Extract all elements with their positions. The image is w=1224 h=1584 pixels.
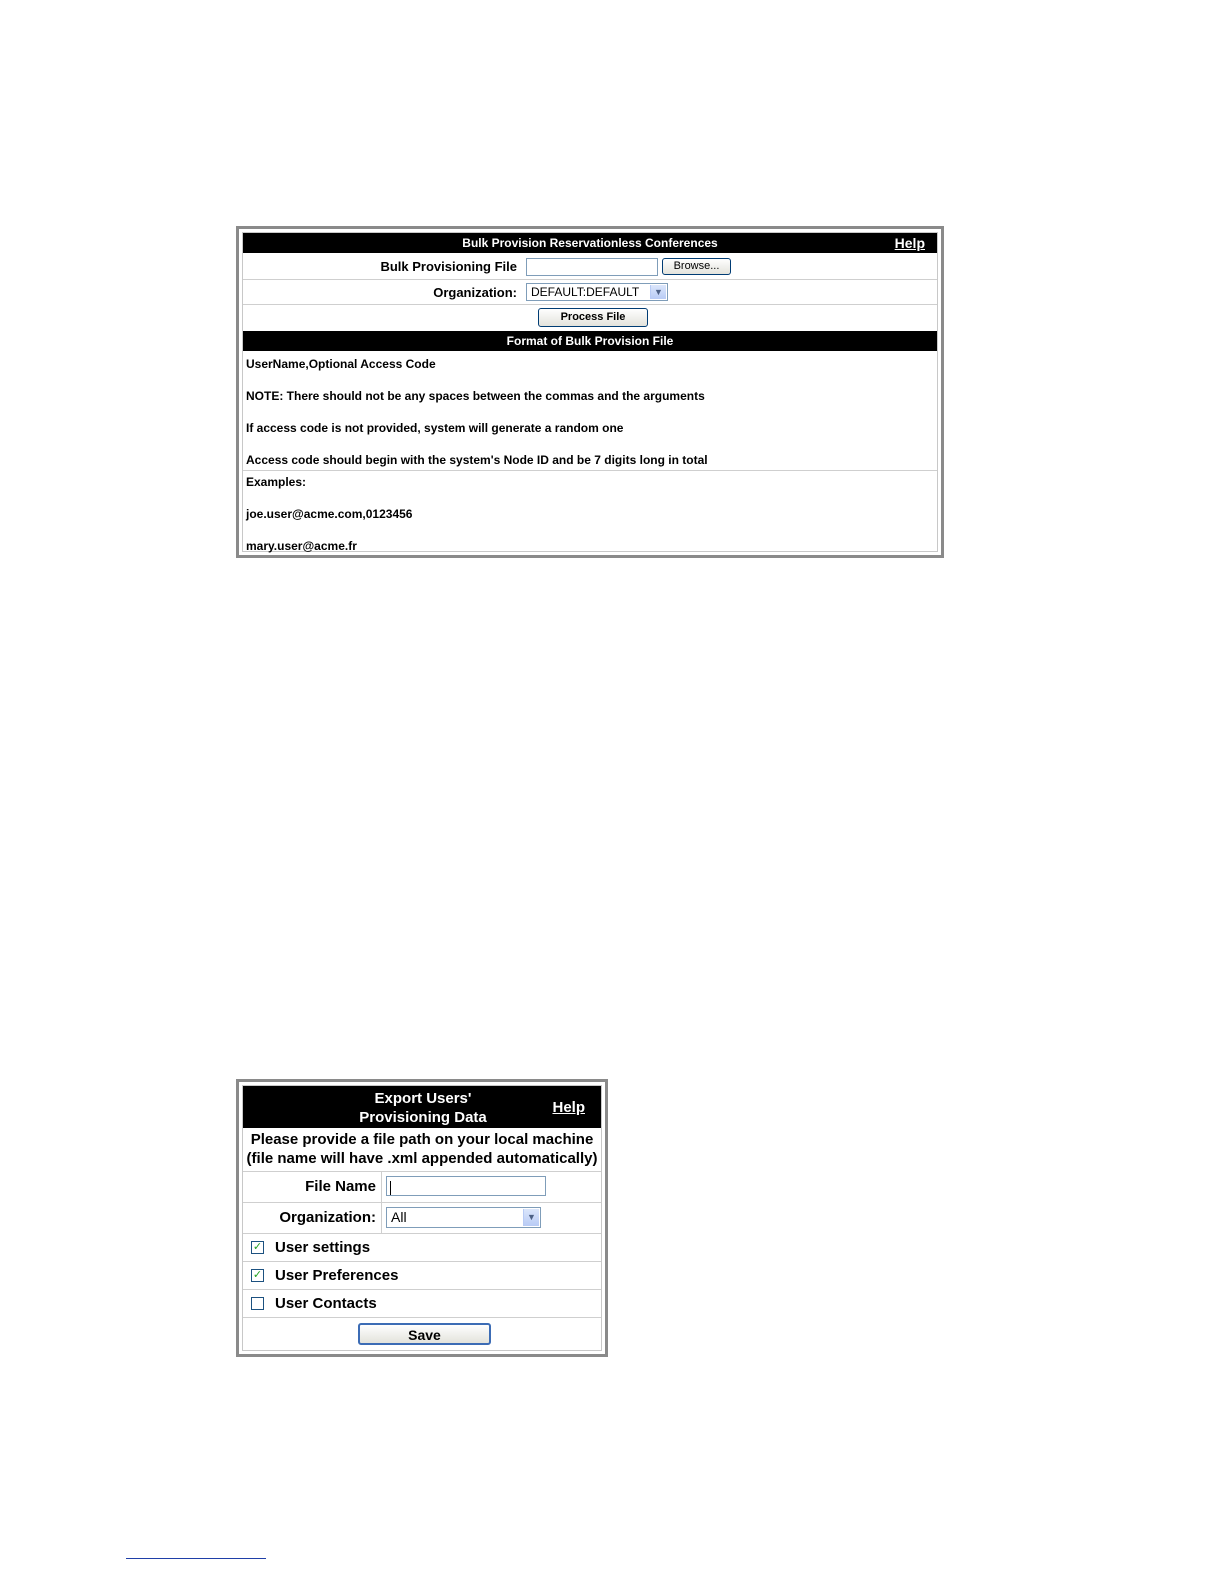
export-users-inner bbox=[242, 1085, 602, 1351]
option-row-user-preferences bbox=[243, 1262, 601, 1290]
format-line-1: UserName,Optional Access Code bbox=[246, 357, 436, 371]
bulk-org-label: Organization: bbox=[433, 285, 517, 300]
text-cursor bbox=[390, 1181, 391, 1195]
export-title-line-2: Provisioning Data bbox=[359, 1109, 487, 1126]
format-line-4: Access code should begin with the system's Node ID and be 7 digits long in total bbox=[246, 453, 708, 467]
option-row-user-contacts bbox=[243, 1290, 601, 1318]
chevron-down-icon[interactable]: ▼ bbox=[650, 285, 666, 299]
process-file-button[interactable]: Process File bbox=[538, 308, 648, 327]
export-help-link[interactable]: Help bbox=[552, 1099, 585, 1116]
bulk-org-row bbox=[243, 280, 937, 305]
instruction-line-2: (file name will have .xml appended automatically) bbox=[246, 1150, 598, 1167]
user-settings-checkbox[interactable]: ✓ bbox=[252, 1241, 263, 1253]
save-button[interactable]: Save bbox=[358, 1323, 491, 1345]
file-name-input[interactable] bbox=[386, 1176, 546, 1196]
export-users-panel bbox=[236, 1079, 608, 1357]
bulk-help-link[interactable]: Help bbox=[894, 235, 925, 251]
user-preferences-checkbox[interactable]: ✓ bbox=[252, 1269, 263, 1281]
user-contacts-label: User Contacts bbox=[275, 1295, 377, 1312]
export-header bbox=[243, 1086, 601, 1128]
file-name-label: File Name bbox=[305, 1178, 376, 1195]
browse-button[interactable]: Browse... bbox=[662, 258, 731, 275]
user-contacts-checkbox[interactable] bbox=[251, 1297, 264, 1310]
user-preferences-label: User Preferences bbox=[275, 1267, 399, 1284]
footnote-separator bbox=[126, 1558, 266, 1559]
instruction-line-1: Please provide a file path on your local machine bbox=[250, 1131, 594, 1148]
file-name-col-divider bbox=[381, 1172, 382, 1202]
process-row bbox=[243, 305, 937, 330]
user-settings-label: User settings bbox=[275, 1239, 371, 1256]
format-header bbox=[243, 331, 937, 351]
bulk-provision-header bbox=[243, 233, 937, 253]
export-title-line-1: Export Users' bbox=[374, 1090, 472, 1107]
examples-label: Examples: bbox=[246, 475, 307, 489]
bulk-provision-inner bbox=[242, 232, 938, 552]
bulk-org-value: DEFAULT:DEFAULT bbox=[531, 285, 640, 299]
format-title: Format of Bulk Provision File bbox=[506, 334, 674, 348]
export-title bbox=[328, 1089, 518, 1127]
example-2: mary.user@acme.fr bbox=[246, 539, 357, 553]
export-org-value: All bbox=[391, 1209, 407, 1225]
export-org-col-divider bbox=[381, 1203, 382, 1233]
format-line-3: If access code is not provided, system will generate a random one bbox=[246, 421, 624, 435]
example-1: joe.user@acme.com,0123456 bbox=[246, 507, 413, 521]
chevron-down-icon[interactable]: ▼ bbox=[523, 1209, 539, 1226]
format-line-2: NOTE: There should not be any spaces between the commas and the arguments bbox=[246, 389, 705, 403]
examples-divider bbox=[243, 470, 937, 471]
bulk-org-select[interactable] bbox=[526, 283, 668, 301]
bulk-file-row bbox=[243, 254, 937, 280]
export-instructions bbox=[243, 1130, 601, 1168]
bulk-provision-title: Bulk Provision Reservationless Conferences bbox=[462, 236, 718, 250]
export-org-select[interactable] bbox=[386, 1207, 541, 1228]
export-org-label: Organization: bbox=[279, 1209, 376, 1226]
file-name-row bbox=[243, 1172, 601, 1203]
export-org-row bbox=[243, 1203, 601, 1234]
bulk-file-label: Bulk Provisioning File bbox=[380, 259, 517, 274]
bulk-provision-panel bbox=[236, 226, 944, 558]
option-row-user-settings bbox=[243, 1234, 601, 1262]
bulk-file-input[interactable] bbox=[526, 258, 658, 276]
